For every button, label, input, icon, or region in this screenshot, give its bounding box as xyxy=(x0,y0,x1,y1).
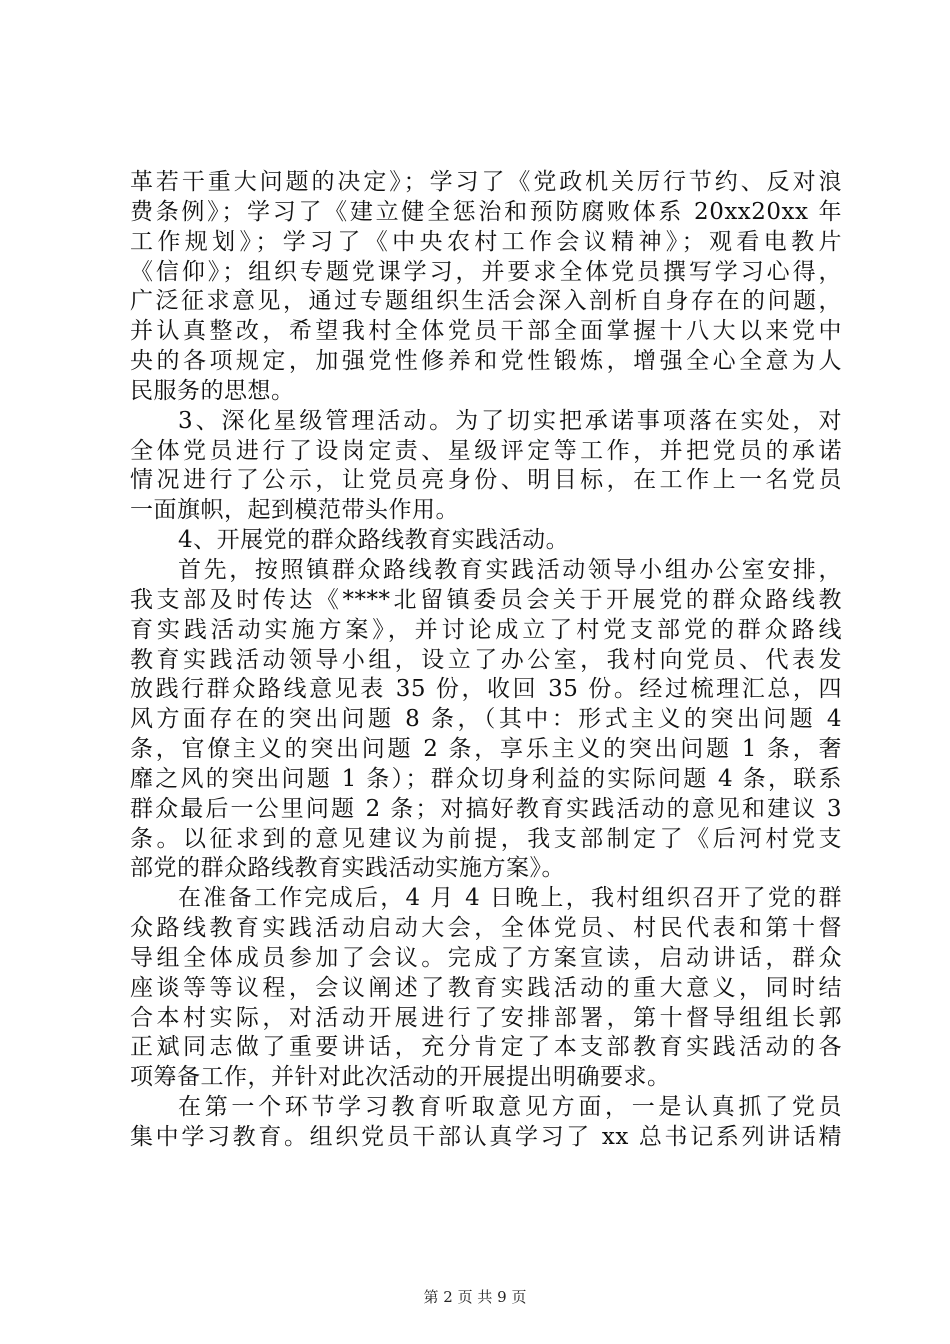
text-line: 费条例》；学习了《建立健全惩治和预防腐败体系 20xx20xx 年 xyxy=(130,198,842,225)
text-line: 革若干重大问题的决定》；学习了《党政机关厉行节约、反对浪 xyxy=(130,169,842,195)
text-line: 在准备工作完成后，4 月 4 日晚上，我村组织召开了党的群 xyxy=(178,885,842,912)
text-line: 条，官僚主义的突出问题 2 条，享乐主义的突出问题 1 条，奢 xyxy=(130,736,842,763)
text-line: 育实践活动实施方案》，并讨论成立了村党支部党的群众路线 xyxy=(130,616,842,643)
text-line: 部党的群众路线教育实践活动实施方案》。 xyxy=(130,855,565,882)
text-line: 并认真整改，希望我村全体党员干部全面掌握十八大以来党中 xyxy=(130,318,842,345)
text-line: 条。以征求到的意见建议为前提，我支部制定了《后河村党支 xyxy=(130,825,842,852)
text-line: 座谈等等议程，会议阐述了教育实践活动的重大意义，同时结 xyxy=(130,974,842,1001)
text-line: 4、开展党的群众路线教育实践活动。 xyxy=(178,527,570,554)
text-line: 工作规划》；学习了《中央农村工作会议精神》；观看电教片 xyxy=(130,228,842,255)
text-line: 3、深化星级管理活动。为了切实把承诺事项落在实处，对 xyxy=(178,407,842,434)
text-line: 广泛征求意见，通过专题组织生活会深入剖析自身存在的问题， xyxy=(130,288,842,315)
document-body xyxy=(130,168,842,1153)
text-line: 合本村实际，对活动开展进行了安排部署，第十督导组组长郭 xyxy=(130,1004,842,1031)
text-line: 正斌同志做了重要讲话，充分肯定了本支部教育实践活动的各 xyxy=(130,1034,842,1061)
text-line: 全体党员进行了设岗定责、星级评定等工作，并把党员的承诺 xyxy=(130,437,842,464)
text-line: 民服务的思想。 xyxy=(130,377,295,404)
text-line: 群众最后一公里问题 2 条；对搞好教育实践活动的意见和建议 3 xyxy=(130,795,842,822)
text-line: 教育实践活动领导小组，设立了办公室，我村向党员、代表发 xyxy=(130,646,842,673)
text-line: 放践行群众路线意见表 35 份，收回 35 份。经过梳理汇总，四 xyxy=(130,676,842,703)
text-line: 风方面存在的突出问题 8 条，（其中：形式主义的突出问题 4 xyxy=(130,706,842,733)
text-line: 情况进行了公示，让党员亮身份、明目标，在工作上一名党员 xyxy=(130,467,842,494)
text-line: 首先，按照镇群众路线教育实践活动领导小组办公室安排， xyxy=(178,556,842,583)
text-line: 集中学习教育。组织党员干部认真学习了 xx 总书记系列讲话精 xyxy=(130,1124,842,1150)
text-line: 央的各项规定，加强党性修养和党性锻炼，增强全心全意为人 xyxy=(130,348,842,375)
text-line: 《信仰》；组织专题党课学习，并要求全体党员撰写学习心得， xyxy=(130,258,842,285)
text-line: 靡之风的突出问题 1 条）；群众切身利益的实际问题 4 条，联系 xyxy=(130,765,842,792)
text-line: 我支部及时传达《****北留镇委员会关于开展党的群众路线教 xyxy=(130,586,842,613)
text-line: 导组全体成员参加了会议。完成了方案宣读，启动讲话，群众 xyxy=(130,944,842,971)
text-line: 众路线教育实践活动启动大会，全体党员、村民代表和第十督 xyxy=(130,915,842,942)
text-line: 项筹备工作，并针对此次活动的开展提出明确要求。 xyxy=(130,1064,671,1091)
page-number-footer: 第 2 页 共 9 页 xyxy=(423,1288,527,1306)
text-line: 一面旗帜，起到模范带头作用。 xyxy=(130,497,459,524)
text-line: 在第一个环节学习教育听取意见方面，一是认真抓了党员 xyxy=(178,1094,842,1121)
